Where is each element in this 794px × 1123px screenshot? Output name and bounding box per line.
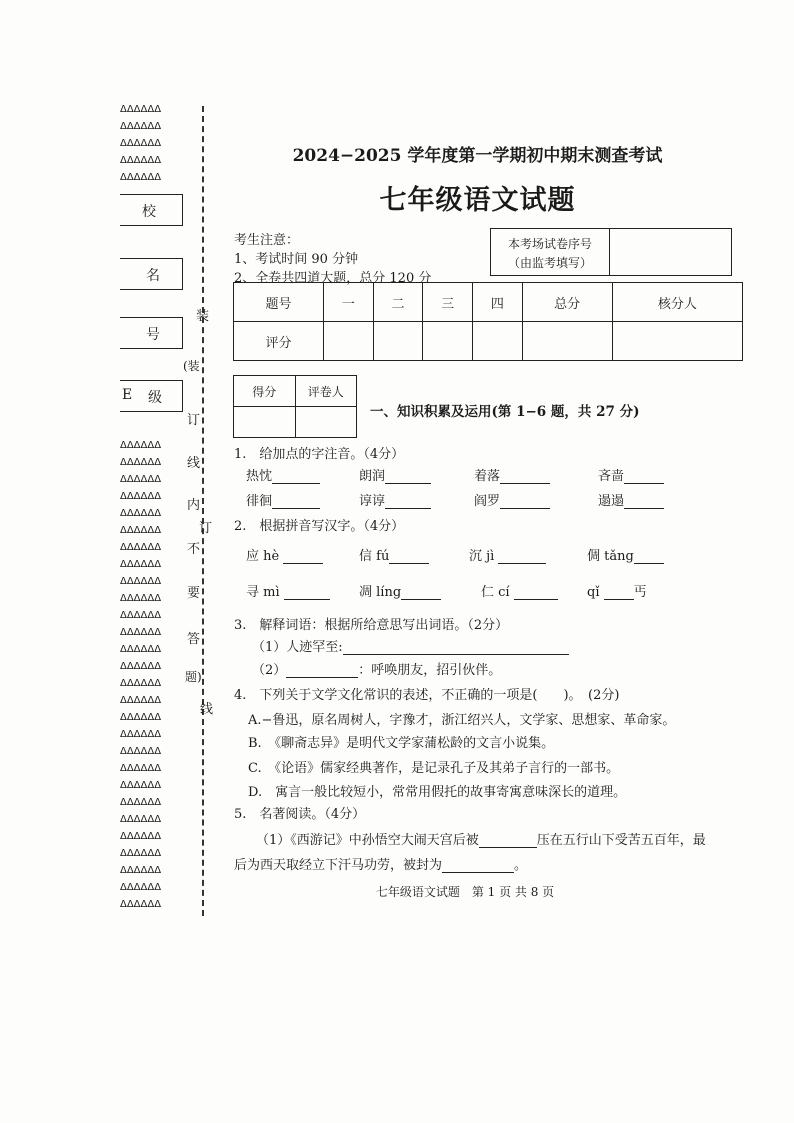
- triangle-row: ΔΔΔΔΔΔ: [120, 678, 162, 689]
- answer-blank[interactable]: [624, 470, 664, 484]
- q5-line1-b: 压在五行山下受苦五百年，最: [536, 833, 706, 848]
- name-field[interactable]: [120, 258, 183, 290]
- q5-line1: [256, 829, 706, 848]
- q2-item: [469, 545, 546, 564]
- answer-blank[interactable]: [514, 586, 558, 600]
- score-header-cell: 总分: [522, 283, 612, 322]
- answer-blank[interactable]: [385, 495, 431, 509]
- triangle-row: ΔΔΔΔΔΔ: [120, 610, 162, 621]
- triangle-row: ΔΔΔΔΔΔ: [120, 491, 162, 502]
- answer-blank[interactable]: [479, 834, 537, 848]
- seat-box-line1: 本考场试卷序号: [507, 237, 592, 251]
- class-label: 级: [148, 390, 162, 406]
- answer-blank[interactable]: [389, 550, 429, 564]
- q1-item: [474, 490, 550, 509]
- binding-text: 题): [185, 670, 202, 684]
- q4-option-c[interactable]: C. 《论语》儒家经典著作，是记录孔子及其弟子言行的一部书。: [248, 761, 620, 776]
- exam-subtitle: 七年级语文试题: [379, 185, 576, 216]
- triangle-row: ΔΔΔΔΔΔ: [120, 593, 162, 604]
- seat-number-box: [490, 228, 732, 276]
- triangle-row: ΔΔΔΔΔΔ: [120, 797, 162, 808]
- number-field[interactable]: [120, 317, 183, 349]
- q2-pinyin: 凋 líng: [359, 585, 402, 600]
- score-header-cell: 三: [423, 283, 473, 322]
- triangle-row: ΔΔΔΔΔΔ: [120, 763, 162, 774]
- q1-item: [474, 465, 550, 484]
- binding-text: 不: [187, 542, 201, 557]
- q4-option-b[interactable]: B. 《聊斋志异》是明代文学家蒲松龄的文言小说集。: [248, 736, 555, 751]
- grader-table: [233, 375, 357, 438]
- score-row-label: 评分: [234, 322, 324, 361]
- section1-title: 一、知识积累及运用(第 1−6 题，共 27 分): [370, 404, 640, 420]
- q2-item: [587, 581, 647, 600]
- binding-text: 订: [187, 413, 201, 428]
- triangle-row: ΔΔΔΔΔΔ: [120, 661, 162, 672]
- answer-blank[interactable]: [272, 495, 320, 509]
- q2-pinyin: 仁 cí: [481, 585, 510, 600]
- triangle-row: ΔΔΔΔΔΔ: [120, 644, 162, 655]
- q1-word: 谆谆: [359, 494, 386, 509]
- binding-text: 答: [187, 632, 201, 647]
- q5-line1-a: （1）《西游记》中孙悟空大闹天宫后被: [256, 833, 479, 848]
- answer-blank[interactable]: [624, 495, 664, 509]
- q1-word: 朗润: [359, 469, 386, 484]
- q1-prompt: 1. 给加点的字注音。（4分）: [234, 447, 405, 462]
- score-table: [233, 282, 743, 361]
- notice-heading: 考生注意：: [234, 233, 300, 248]
- triangle-row: ΔΔΔΔΔΔ: [120, 121, 162, 132]
- triangle-row: ΔΔΔΔΔΔ: [120, 882, 162, 893]
- seat-box-label: [491, 229, 610, 275]
- score-header-cell: 题号: [234, 283, 324, 322]
- q3-item1: [252, 636, 569, 655]
- q2-item: [359, 581, 441, 600]
- answer-blank[interactable]: [500, 470, 550, 484]
- triangle-row: ΔΔΔΔΔΔ: [120, 729, 162, 740]
- score-header-cell: 二: [373, 283, 423, 322]
- page-footer: 七年级语文试题 第 1 页 共 8 页: [375, 885, 555, 899]
- notice-item: 2、全卷共四道大题，总分 120 分: [234, 271, 432, 286]
- triangle-row: ΔΔΔΔΔΔ: [120, 104, 162, 115]
- triangle-row: ΔΔΔΔΔΔ: [120, 865, 162, 876]
- score-cell[interactable]: [522, 322, 612, 361]
- q2-prompt: 2. 根据拼音写汉字。（4分）: [234, 519, 405, 534]
- q2-item: [587, 545, 664, 564]
- q1-item: [359, 465, 431, 484]
- grader-cell[interactable]: [295, 407, 357, 438]
- triangle-row: ΔΔΔΔΔΔ: [120, 155, 162, 166]
- score-cell[interactable]: [323, 322, 373, 361]
- score-cell[interactable]: [423, 322, 473, 361]
- q1-word: 吝啬: [598, 469, 625, 484]
- triangle-row: ΔΔΔΔΔΔ: [120, 899, 162, 910]
- triangle-row: ΔΔΔΔΔΔ: [120, 746, 162, 757]
- triangle-row: ΔΔΔΔΔΔ: [120, 542, 162, 553]
- triangle-row: ΔΔΔΔΔΔ: [120, 814, 162, 825]
- q1-word: 徘徊: [246, 494, 273, 509]
- triangle-row: ΔΔΔΔΔΔ: [120, 440, 162, 451]
- triangle-row: ΔΔΔΔΔΔ: [120, 695, 162, 706]
- q2-item: [246, 581, 330, 600]
- q4-prompt: 4. 下列关于文学文化常识的表述，不正确的一项是( )。 (2分): [234, 688, 620, 703]
- answer-blank[interactable]: [283, 550, 323, 564]
- seat-number-input[interactable]: [611, 229, 729, 275]
- q2-pinyin: 寻 mì: [246, 585, 280, 600]
- class-field[interactable]: [120, 380, 183, 412]
- number-label: 号: [146, 327, 160, 343]
- q3-item2-suffix: ：呼唤朋友，招引伙伴。: [358, 663, 502, 678]
- binding-text: 要: [187, 586, 201, 601]
- q5-prompt: 5. 名著阅读。（4分）: [234, 807, 366, 822]
- binding-text: 内: [187, 498, 201, 513]
- q1-word: 着落: [474, 469, 501, 484]
- q3-item2-prefix: （2）: [252, 663, 287, 678]
- triangle-row: ΔΔΔΔΔΔ: [120, 508, 162, 519]
- triangle-row: ΔΔΔΔΔΔ: [120, 627, 162, 638]
- q5-line2-a: 后为西天取经立下汗马功劳，被封为: [234, 858, 443, 873]
- q2-pinyin: qǐ: [587, 585, 600, 600]
- q3-item1-text: （1）人迹罕至:: [252, 640, 343, 655]
- triangle-row: ΔΔΔΔΔΔ: [120, 559, 162, 570]
- triangle-row: ΔΔΔΔΔΔ: [120, 525, 162, 536]
- triangle-row: ΔΔΔΔΔΔ: [120, 848, 162, 859]
- grader-cell[interactable]: [234, 407, 296, 438]
- q2-item: [359, 545, 429, 564]
- q5-line2-b: 。: [514, 858, 528, 873]
- q1-item: [359, 490, 431, 509]
- q4-option-d[interactable]: D. 寓言一般比较短小，常常用假托的故事寄寓意味深长的道理。: [248, 785, 627, 800]
- q1-word: 遢遢: [598, 494, 625, 509]
- triangle-row: ΔΔΔΔΔΔ: [120, 474, 162, 485]
- triangle-row: ΔΔΔΔΔΔ: [120, 138, 162, 149]
- q2-item: [246, 545, 323, 564]
- q1-item: [246, 490, 320, 509]
- school-field[interactable]: [120, 194, 183, 226]
- q1-word: 阎罗: [474, 494, 501, 509]
- grader-header-cell: 评卷人: [295, 376, 357, 407]
- seat-box-line2: （由监考填写）: [507, 256, 592, 270]
- q2-pinyin: 倜 tǎng: [587, 549, 634, 564]
- school-label: 校: [142, 204, 156, 220]
- q2-pinyin: 信 fú: [359, 549, 390, 564]
- triangle-row: ΔΔΔΔΔΔ: [120, 712, 162, 723]
- answer-blank[interactable]: [442, 859, 514, 873]
- answer-blank[interactable]: [286, 664, 358, 678]
- exam-title: 2024−2025 学年度第一学期初中期末测查考试: [292, 146, 663, 166]
- score-header-cell: 一: [323, 283, 373, 322]
- q4-option-a[interactable]: A.−鲁迅，原名周树人，字豫才，浙江绍兴人，文学家、思想家、革命家。: [248, 713, 676, 728]
- q3-prompt: 3. 解释词语：根据所给意思写出词语。（2分）: [234, 618, 509, 633]
- answer-blank[interactable]: [401, 586, 441, 600]
- triangle-row: ΔΔΔΔΔΔ: [120, 457, 162, 468]
- binding-text: 订: [199, 521, 213, 536]
- q2-pinyin: 应 hè: [246, 549, 280, 564]
- answer-blank[interactable]: [498, 550, 546, 564]
- score-cell[interactable]: [612, 322, 742, 361]
- answer-blank[interactable]: [272, 470, 320, 484]
- answer-blank[interactable]: [343, 641, 569, 655]
- triangle-row: ΔΔΔΔΔΔ: [120, 172, 162, 183]
- triangle-row: ΔΔΔΔΔΔ: [120, 576, 162, 587]
- score-header-cell: 核分人: [612, 283, 742, 322]
- answer-blank[interactable]: [284, 586, 330, 600]
- score-cell[interactable]: [473, 322, 523, 361]
- answer-blank[interactable]: [604, 586, 634, 600]
- binding-text: (装: [183, 359, 200, 373]
- score-cell[interactable]: [373, 322, 423, 361]
- answer-blank[interactable]: [385, 470, 431, 484]
- q2-item: [481, 581, 558, 600]
- q1-item: [598, 490, 664, 509]
- score-header-cell: 四: [473, 283, 523, 322]
- q2-char: 丐: [633, 585, 647, 600]
- q1-word: 热忱: [246, 469, 273, 484]
- q3-item2: [252, 659, 501, 678]
- q1-item: [598, 465, 664, 484]
- binding-text: 线: [200, 702, 214, 717]
- binding-text: 线: [187, 456, 201, 471]
- notice-item: 1、考试时间 90 分钟: [234, 252, 359, 267]
- triangle-row: ΔΔΔΔΔΔ: [120, 780, 162, 791]
- answer-blank[interactable]: [634, 550, 664, 564]
- name-label: 名: [146, 268, 160, 284]
- grader-header-cell: 得分: [234, 376, 296, 407]
- answer-blank[interactable]: [500, 495, 550, 509]
- triangle-row: ΔΔΔΔΔΔ: [120, 831, 162, 842]
- binding-text: 装: [196, 309, 210, 324]
- class-prefix: E: [122, 387, 133, 403]
- score-table-row: [234, 322, 743, 361]
- q2-pinyin: 沉 jì: [469, 549, 495, 564]
- q1-item: [246, 465, 320, 484]
- q5-line2: [234, 854, 527, 873]
- binding-dashed-line: [202, 106, 204, 916]
- score-table-header-row: [234, 283, 743, 322]
